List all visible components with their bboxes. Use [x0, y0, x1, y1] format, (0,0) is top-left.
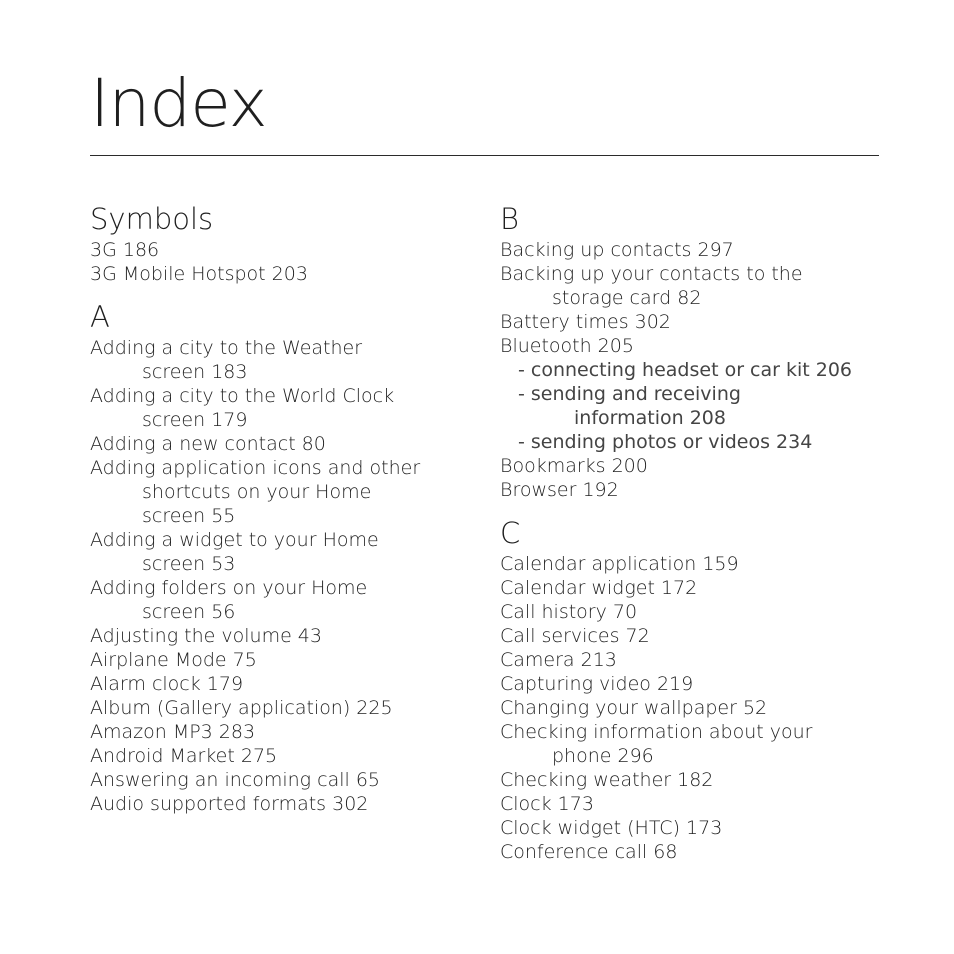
index-entry [500, 648, 900, 672]
section-heading: B [500, 202, 519, 236]
index-entry-text: - connecting headset or car kit 206 [518, 359, 853, 381]
index-entry [500, 334, 900, 358]
index-entry [90, 768, 480, 792]
index-entry-text: Changing your wallpaper 52 [500, 697, 768, 719]
index-entry [90, 720, 480, 744]
index-subentry [500, 358, 900, 382]
index-entry-text: Audio supported formats 302 [90, 793, 369, 815]
index-entry-text: Backing up contacts 297 [500, 239, 734, 261]
index-entry [90, 432, 480, 456]
index-entry-text: screen 53 [142, 553, 236, 575]
index-entry [90, 384, 480, 432]
index-entry-text: Call history 70 [500, 601, 638, 623]
index-entry-text: Adding a city to the World Clock [90, 385, 395, 407]
index-section [90, 298, 480, 816]
index-entry [500, 696, 900, 720]
index-entry-text: Bluetooth 205 [500, 335, 634, 357]
index-entry-text: Adding a new contact 80 [90, 433, 326, 455]
index-entry [500, 454, 900, 478]
index-entry-text: screen 179 [142, 409, 248, 431]
index-entry [500, 816, 900, 840]
index-entry-text: Adding application icons and other [90, 457, 421, 479]
index-entry [500, 552, 900, 576]
index-entry-text: Android Market 275 [90, 745, 278, 767]
index-entry-text: Clock widget (HTC) 173 [500, 817, 723, 839]
index-entry-text: Checking weather 182 [500, 769, 714, 791]
index-entry [500, 600, 900, 624]
index-entry-text: - sending and receiving [518, 383, 741, 405]
index-entry-text: 3G Mobile Hotspot 203 [90, 263, 308, 285]
index-entry-text: Adding a widget to your Home [90, 529, 379, 551]
index-entry [90, 576, 480, 624]
index-entry-text: phone 296 [552, 745, 654, 767]
index-entry [90, 648, 480, 672]
index-entry-text: Clock 173 [500, 793, 594, 815]
index-entry [500, 478, 900, 502]
section-heading: C [500, 516, 521, 550]
index-entry-text: storage card 82 [552, 287, 702, 309]
index-entry-text: Camera 213 [500, 649, 617, 671]
index-entry [500, 576, 900, 600]
index-entry-text: Album (Gallery application) 225 [90, 697, 393, 719]
index-entry [500, 624, 900, 648]
index-entry [90, 528, 480, 576]
index-section [500, 200, 900, 502]
section-heading: Symbols [90, 202, 214, 236]
index-entry-text: Adjusting the volume 43 [90, 625, 322, 647]
index-entry-text: Amazon MP3 283 [90, 721, 256, 743]
index-column-left [90, 200, 480, 828]
index-entry [500, 262, 900, 310]
index-entry [500, 840, 900, 864]
index-subentry [500, 430, 900, 454]
index-entry [90, 456, 480, 528]
index-entry-text: Bookmarks 200 [500, 455, 648, 477]
index-entry [500, 720, 900, 768]
index-entry [90, 238, 480, 262]
index-entry [500, 792, 900, 816]
section-heading: A [90, 300, 110, 334]
index-subentry [500, 382, 900, 430]
index-entry-text: screen 183 [142, 361, 248, 383]
index-entry-text: Capturing video 219 [500, 673, 694, 695]
index-entry-text: Conference call 68 [500, 841, 678, 863]
index-entry-text: screen 56 [142, 601, 236, 623]
index-entry-text: Alarm clock 179 [90, 673, 244, 695]
index-entry-text: Call services 72 [500, 625, 650, 647]
index-entry [90, 696, 480, 720]
index-entry-text: information 208 [574, 407, 726, 429]
index-entry [90, 624, 480, 648]
index-entry [90, 262, 480, 286]
index-entry-text: Checking information about your [500, 721, 813, 743]
index-entry-text: Browser 192 [500, 479, 619, 501]
index-entry [500, 310, 900, 334]
index-entry [500, 238, 900, 262]
index-entry-text: screen 55 [142, 505, 236, 527]
title-divider [90, 155, 879, 156]
index-entry-text: Battery times 302 [500, 311, 671, 333]
index-entry-text: - sending photos or videos 234 [518, 431, 813, 453]
index-entry-text: Adding folders on your Home [90, 577, 368, 599]
page-title: Index [90, 65, 267, 142]
index-section [500, 514, 900, 864]
index-entry-text: Calendar application 159 [500, 553, 739, 575]
index-entry [90, 792, 480, 816]
index-entry [90, 672, 480, 696]
index-entry [90, 336, 480, 384]
index-entry-text: Answering an incoming call 65 [90, 769, 380, 791]
index-entry-text: Airplane Mode 75 [90, 649, 257, 671]
index-entry-text: Adding a city to the Weather [90, 337, 363, 359]
index-entry [500, 768, 900, 792]
index-entry-text: Backing up your contacts to the [500, 263, 803, 285]
index-entry [90, 744, 480, 768]
index-entry-text: Calendar widget 172 [500, 577, 698, 599]
index-section [90, 200, 480, 286]
index-entry-text: 3G 186 [90, 239, 160, 261]
index-column-right [500, 200, 900, 876]
index-entry-text: shortcuts on your Home [142, 481, 372, 503]
index-entry [500, 672, 900, 696]
